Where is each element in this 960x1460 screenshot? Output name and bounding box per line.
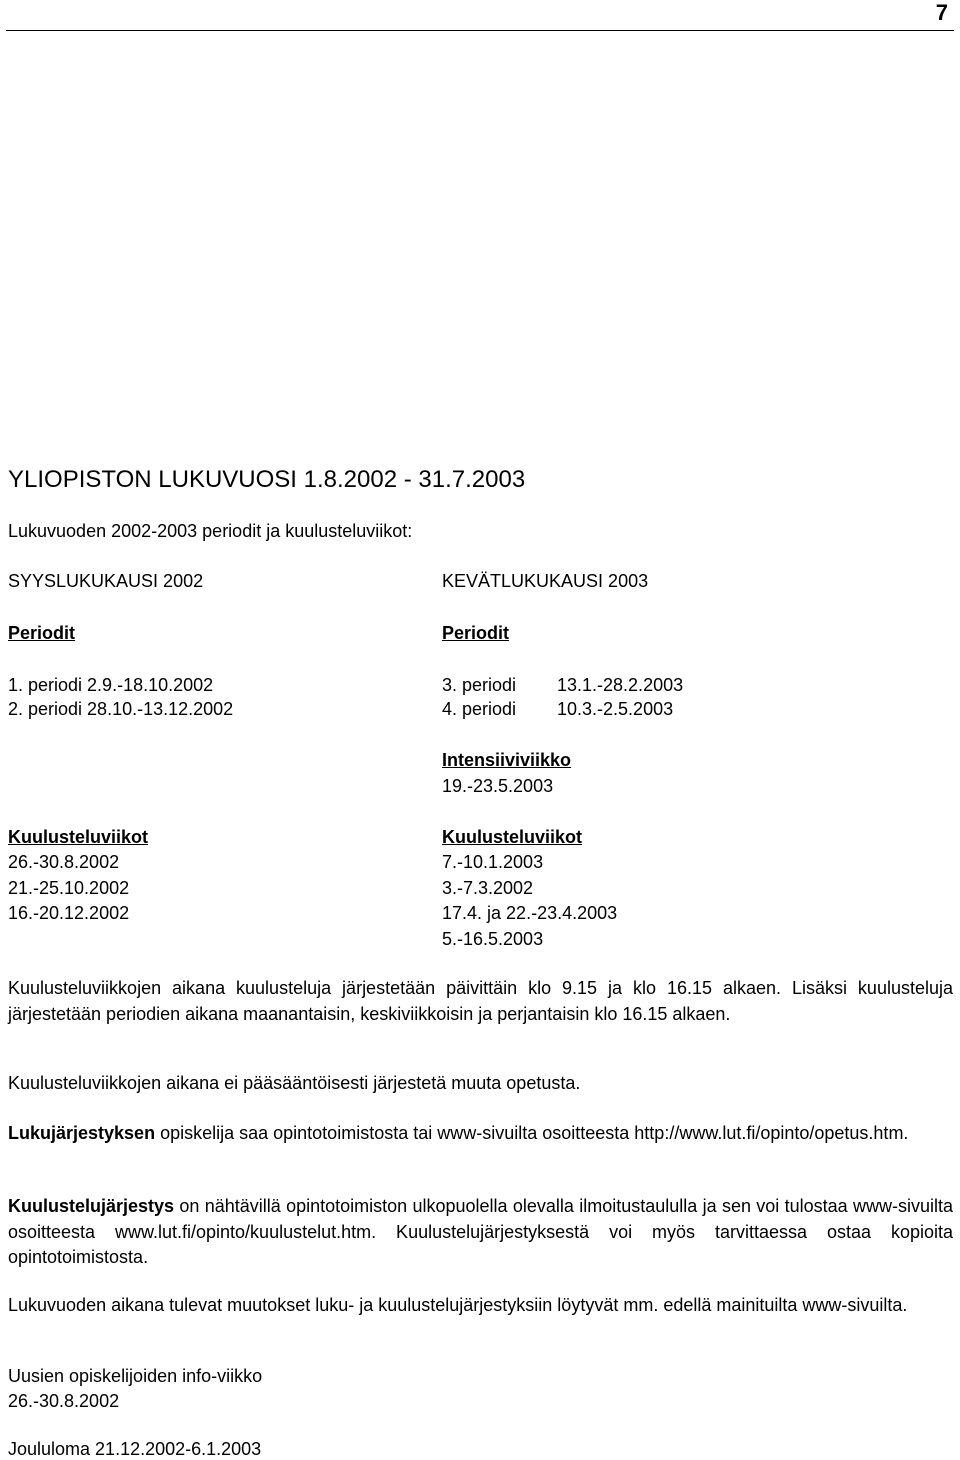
- period-4-dates: 10.3.-2.5.2003: [557, 699, 674, 719]
- period-4-label: 4. periodi: [442, 699, 517, 719]
- exam-schedule-text: on nähtävillä opintotoimiston ulkopuolella olevalla ilmoitustaululla ja sen voi tulostaa www-sivuilta osoitteesta www.lut.fi/opinto/kuulustelut.htm. Kuulustelujärjestyksestä voi myös tarvittaessa ostaa kopioita opintotoimistosta.: [8, 1196, 953, 1267]
- autumn-exam-week: 21.-25.10.2002: [8, 878, 130, 898]
- period-2: 2. periodi 28.10.-13.12.2002: [8, 699, 234, 719]
- page-number: 7: [935, 0, 948, 25]
- autumn-exam-week: 16.-20.12.2002: [8, 903, 130, 923]
- spring-exam-week: 5.-16.5.2003: [442, 929, 544, 949]
- spring-exam-week: 3.-7.3.2002: [442, 878, 534, 898]
- spring-periods-heading: Periodit: [442, 623, 510, 643]
- autumn-exam-weeks-heading: Kuulusteluviikot: [8, 827, 149, 847]
- header-rule: [6, 30, 954, 31]
- info-week-label: Uusien opiskelijoiden info-viikko: [8, 1366, 263, 1386]
- timetable-label: Lukujärjestyksen: [8, 1123, 156, 1143]
- period-1: 1. periodi 2.9.-18.10.2002: [8, 675, 214, 695]
- no-teaching-paragraph: Kuulusteluviikkojen aikana ei pääsääntöisesti järjestetä muuta opetusta.: [8, 1073, 581, 1093]
- period-3-dates: 13.1.-28.2.2003: [557, 675, 684, 695]
- christmas-break: Joululoma 21.12.2002-6.1.2003: [8, 1439, 262, 1459]
- exam-schedule-paragraph: [8, 1194, 953, 1271]
- changes-paragraph: Lukuvuoden aikana tulevat muutokset luku- ja kuulustelujärjestyksiin löytyvät mm. edellä mainituilta www-sivuilta.: [8, 1295, 908, 1315]
- timetable-paragraph: [8, 1121, 953, 1147]
- intensive-week-heading: Intensiiviviikko: [442, 750, 572, 770]
- exam-times-paragraph: Kuulusteluviikkojen aikana kuulusteluja järjestetään päivittäin klo 9.15 ja klo 16.15 alkaen. Lisäksi kuulusteluja järjestetään periodien aikana maanantaisin, keskiviikkoisin ja perjantaisin klo 16.15 alkaen.: [8, 978, 953, 1024]
- autumn-semester-heading: SYYSLUKUKAUSI 2002: [8, 571, 204, 591]
- autumn-exam-week: 26.-30.8.2002: [8, 852, 120, 872]
- subtitle: Lukuvuoden 2002-2003 periodit ja kuulusteluviikot:: [8, 521, 413, 541]
- spring-exam-week: 17.4. ja 22.-23.4.2003: [442, 903, 618, 923]
- autumn-periods-heading: Periodit: [8, 623, 76, 643]
- exam-schedule-label: Kuulustelujärjestys: [8, 1196, 175, 1216]
- spring-semester-heading: KEVÄTLUKUKAUSI 2003: [442, 571, 649, 591]
- spring-exam-week: 7.-10.1.2003: [442, 852, 544, 872]
- timetable-text: opiskelija saa opintotoimistosta tai www-sivuilta osoitteesta http://www.lut.fi/opinto/opetus.htm.: [155, 1123, 909, 1143]
- period-3-label: 3. periodi: [442, 675, 517, 695]
- spring-exam-weeks-heading: Kuulusteluviikot: [442, 827, 583, 847]
- info-week-dates: 26.-30.8.2002: [8, 1391, 120, 1411]
- document-title: YLIOPISTON LUKUVUOSI 1.8.2002 - 31.7.2003: [8, 466, 526, 493]
- intensive-week-dates: 19.-23.5.2003: [442, 776, 554, 796]
